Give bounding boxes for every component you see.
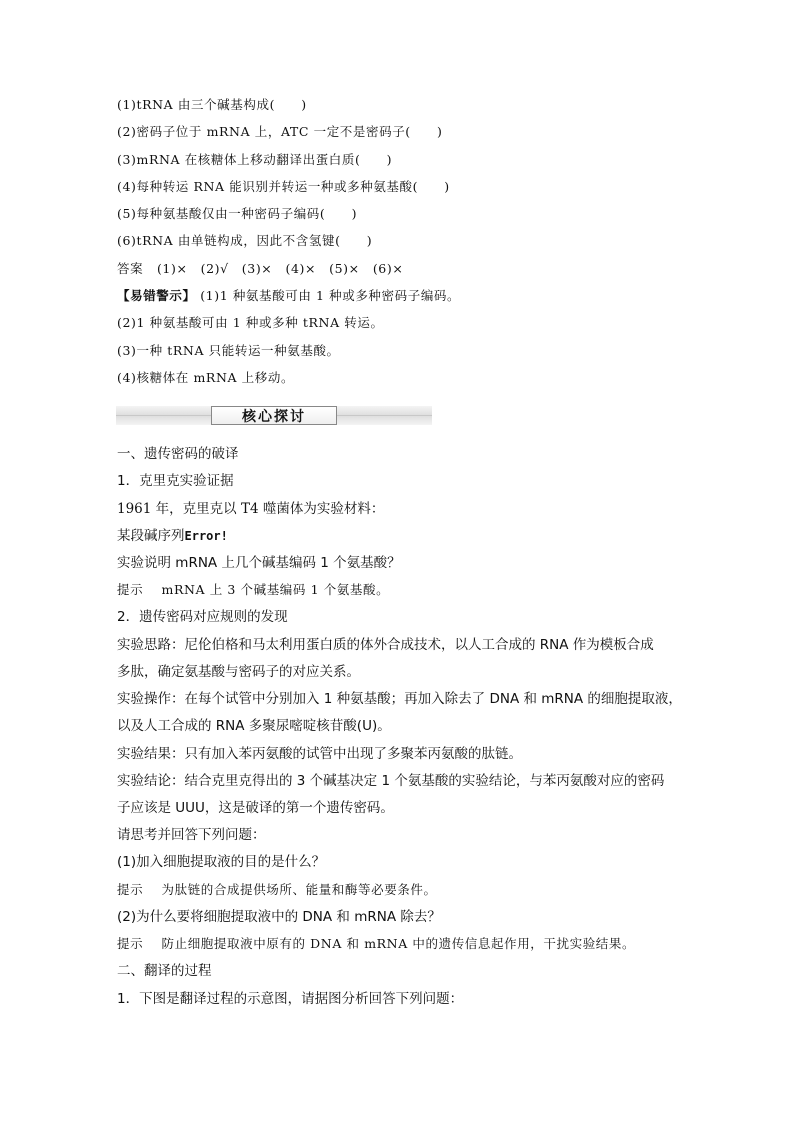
sequence-prefix: 某段碱序列 — [117, 528, 185, 544]
warning-line-4: (4)核糖体在 mRNA 上移动。 — [117, 370, 295, 385]
answer-label: 答案 — [117, 261, 144, 276]
sequence-line — [117, 526, 228, 546]
warning-label: 【易错警示】 — [117, 288, 196, 303]
idea-line-1: 实验思路：尼伦伯格和马太利用蛋白质的体外合成技术，以人工合成的 RNA 作为模板合成 — [117, 637, 654, 653]
hint1-text: 为肽链的合成提供场所、能量和酶等必要条件。 — [161, 882, 437, 897]
part2-heading: 二、翻译的过程 — [117, 963, 212, 979]
think-prompt: 请思考并回答下列问题： — [117, 827, 266, 843]
review-item-5: (5)每种氨基酸仅由一种密码子编码( ) — [117, 206, 358, 221]
hint1-label: 提示 — [117, 882, 144, 897]
hint-line — [117, 580, 389, 600]
operation-line-2: 以及人工合成的 RNA 多聚尿嘧啶核苷酸(U)。 — [117, 718, 391, 734]
part1-sub2: 2．遗传密码对应规则的发现 — [117, 609, 288, 625]
conclusion-line-1: 实验结论：结合克里克得出的 3 个碱基决定 1 个氨基酸的实验结论，与苯丙氨酸对应的密码 — [117, 773, 665, 789]
review-item-2: (2)密码子位于 mRNA 上，ATC 一定不是密码子( ) — [117, 124, 443, 139]
part2-sub1: 1．下图是翻译过程的示意图，请据图分析回答下列问题： — [117, 991, 464, 1007]
warning-line-3: (3)一种 tRNA 只能转运一种氨基酸。 — [117, 343, 340, 358]
review-item-1: (1)tRNA 由三个碱基构成( ) — [117, 97, 307, 112]
answer-values: (1)× (2)√ (3)× (4)× (5)× (6)× — [156, 261, 404, 276]
think-question-1: (1)加入细胞提取液的目的是什么？ — [117, 854, 326, 870]
result-line: 实验结果：只有加入苯丙氨酸的试管中出现了多聚苯丙氨酸的肽链。 — [117, 746, 522, 762]
hint2-text: 防止细胞提取液中原有的 DNA 和 mRNA 中的遗传信息起作用，干扰实验结果。 — [161, 936, 636, 951]
answer-line — [117, 259, 403, 279]
part1-intro: 1961 年，克里克以 T4 噬菌体为实验材料： — [117, 501, 385, 517]
section-banner-title: 核心探讨 — [211, 406, 337, 425]
operation-line-1: 实验操作：在每个试管中分别加入 1 种氨基酸；再加入除去了 DNA 和 mRNA 的细胞提取液， — [117, 691, 682, 707]
part1-heading: 一、遗传密码的破译 — [117, 446, 239, 462]
sequence-error: Error! — [184, 529, 228, 543]
hint1-line — [117, 880, 437, 900]
hint-text: mRNA 上 3 个碱基编码 1 个氨基酸。 — [161, 582, 390, 597]
section-banner — [116, 406, 432, 425]
think-question-2: (2)为什么要将细胞提取液中的 DNA 和 mRNA 除去？ — [117, 909, 441, 925]
idea-line-2: 多肽，确定氨基酸与密码子的对应关系。 — [117, 664, 360, 680]
part1-sub1: 1．克里克实验证据 — [117, 473, 234, 489]
part1-question: 实验说明 mRNA 上几个碱基编码 1 个氨基酸？ — [117, 555, 401, 571]
warning-text-1: (1)1 种氨基酸可由 1 种或多种密码子编码。 — [200, 288, 461, 303]
review-item-6: (6)tRNA 由单链构成，因此不含氢键( ) — [117, 233, 373, 248]
hint-label: 提示 — [117, 582, 144, 597]
hint2-line — [117, 934, 635, 954]
warning-line-2: (2)1 种氨基酸可由 1 种或多种 tRNA 转运。 — [117, 315, 384, 330]
warning-line-1 — [117, 286, 460, 306]
conclusion-line-2: 子应该是 UUU，这是破译的第一个遗传密码。 — [117, 800, 394, 816]
review-item-4: (4)每种转运 RNA 能识别并转运一种或多种氨基酸( ) — [117, 179, 450, 194]
hint2-label: 提示 — [117, 936, 144, 951]
review-item-3: (3)mRNA 在核糖体上移动翻译出蛋白质( ) — [117, 152, 393, 167]
